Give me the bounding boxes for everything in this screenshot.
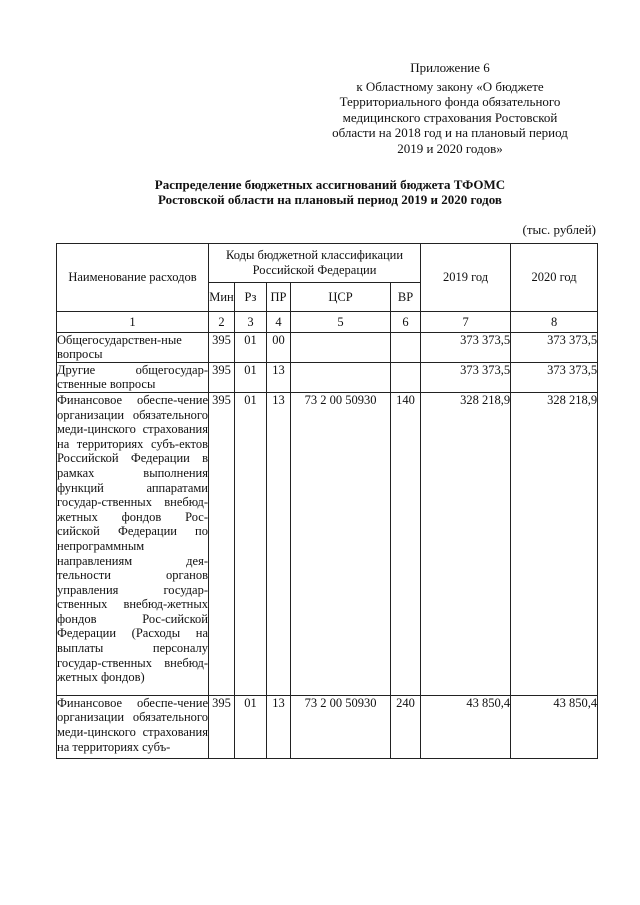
row-rz: 01 bbox=[235, 695, 267, 758]
col-header-rz: Рз bbox=[235, 283, 267, 312]
row-vr: 240 bbox=[391, 695, 421, 758]
appendix-number: Приложение 6 bbox=[410, 60, 490, 75]
col-header-codes: Коды бюджетной классификации Российской Федерации bbox=[209, 244, 421, 283]
row-2020: 43 850,4 bbox=[511, 695, 598, 758]
row-name: Финансовое обеспе-чение организации обязательного меди-цинского страхования на территориях субъ- bbox=[57, 695, 209, 758]
column-number: 4 bbox=[267, 312, 291, 333]
row-csr: 73 2 00 50930 bbox=[291, 695, 391, 758]
col-header-2020: 2020 год bbox=[511, 244, 598, 312]
col-header-csr: ЦСР bbox=[291, 283, 391, 312]
col-header-pr: ПР bbox=[267, 283, 291, 312]
appendix-line: области на 2018 год и на плановый период bbox=[332, 125, 568, 141]
row-2020: 373 373,5 bbox=[511, 362, 598, 392]
appendix-line: 2019 и 2020 годов» bbox=[397, 140, 503, 156]
column-number: 1 bbox=[57, 312, 209, 333]
title-line: Распределение бюджетных ассигнований бюджета ТФОМС bbox=[154, 177, 506, 192]
row-vr bbox=[391, 362, 421, 392]
header-row bbox=[57, 244, 598, 283]
column-number: 2 bbox=[209, 312, 235, 333]
row-2019: 373 373,5 bbox=[421, 332, 511, 362]
appendix-line: медицинского страхования Ростовской bbox=[342, 109, 558, 125]
appendix-line: к Областному закону «О бюджете bbox=[356, 78, 544, 94]
column-number: 7 bbox=[421, 312, 511, 333]
row-name: Другие общегосудар-ственные вопросы bbox=[57, 362, 208, 392]
row-pr: 00 bbox=[267, 332, 291, 362]
row-rz: 01 bbox=[235, 362, 267, 392]
table-row bbox=[57, 392, 598, 695]
column-number: 8 bbox=[511, 312, 598, 333]
row-2020: 373 373,5 bbox=[511, 332, 598, 362]
row-pr: 13 bbox=[267, 392, 291, 695]
row-min: 395 bbox=[209, 362, 235, 392]
row-name: Общегосударствен-ные вопросы bbox=[57, 332, 209, 362]
row-csr bbox=[291, 362, 391, 392]
table-row bbox=[57, 695, 598, 758]
row-vr: 140 bbox=[391, 392, 421, 695]
row-csr: 73 2 00 50930 bbox=[291, 392, 391, 695]
row-2019: 373 373,5 bbox=[421, 362, 511, 392]
units-note: (тыс. рублей) bbox=[522, 222, 596, 237]
row-2019: 43 850,4 bbox=[421, 695, 511, 758]
table-row bbox=[57, 362, 598, 392]
col-header-2019: 2019 год bbox=[421, 244, 511, 312]
appendix-reference bbox=[300, 60, 600, 157]
table-row bbox=[57, 332, 598, 362]
appendix-line: Территориального фонда обязательного bbox=[339, 94, 561, 110]
column-number-row bbox=[57, 312, 598, 333]
column-number: 3 bbox=[235, 312, 267, 333]
row-csr bbox=[291, 332, 391, 362]
column-number: 6 bbox=[391, 312, 421, 333]
document-title bbox=[60, 177, 600, 207]
row-pr: 13 bbox=[267, 362, 291, 392]
col-header-min: Мин bbox=[209, 283, 235, 312]
row-rz: 01 bbox=[235, 332, 267, 362]
budget-table bbox=[56, 243, 598, 759]
row-pr: 13 bbox=[267, 695, 291, 758]
row-min: 395 bbox=[209, 332, 235, 362]
row-vr bbox=[391, 332, 421, 362]
col-header-name: Наименование расходов bbox=[57, 244, 209, 312]
column-number: 5 bbox=[291, 312, 391, 333]
title-line: Ростовской области на плановый период 2019 и 2020 годов bbox=[158, 192, 502, 207]
row-2020: 328 218,9 bbox=[511, 392, 598, 695]
col-header-vr: ВР bbox=[391, 283, 421, 312]
row-rz: 01 bbox=[235, 392, 267, 695]
row-min: 395 bbox=[209, 392, 235, 695]
row-2019: 328 218,9 bbox=[421, 392, 511, 695]
row-min: 395 bbox=[209, 695, 235, 758]
row-name: Финансовое обеспе-чение организации обязательного меди-цинского страхования на территориях субъ-ектов Российской Федерации в рамках выполнения функций аппаратами государ-ственных внебюд-жетных фондов Рос-сийской Федерации по непрограммным направлениям дея-тельности органов управления государ-ственных внебюд-жетных фондов Рос-сийской Федерации (Расходы на выплаты персоналу государ-ственных внебюд-жетных фондов) bbox=[57, 392, 209, 695]
